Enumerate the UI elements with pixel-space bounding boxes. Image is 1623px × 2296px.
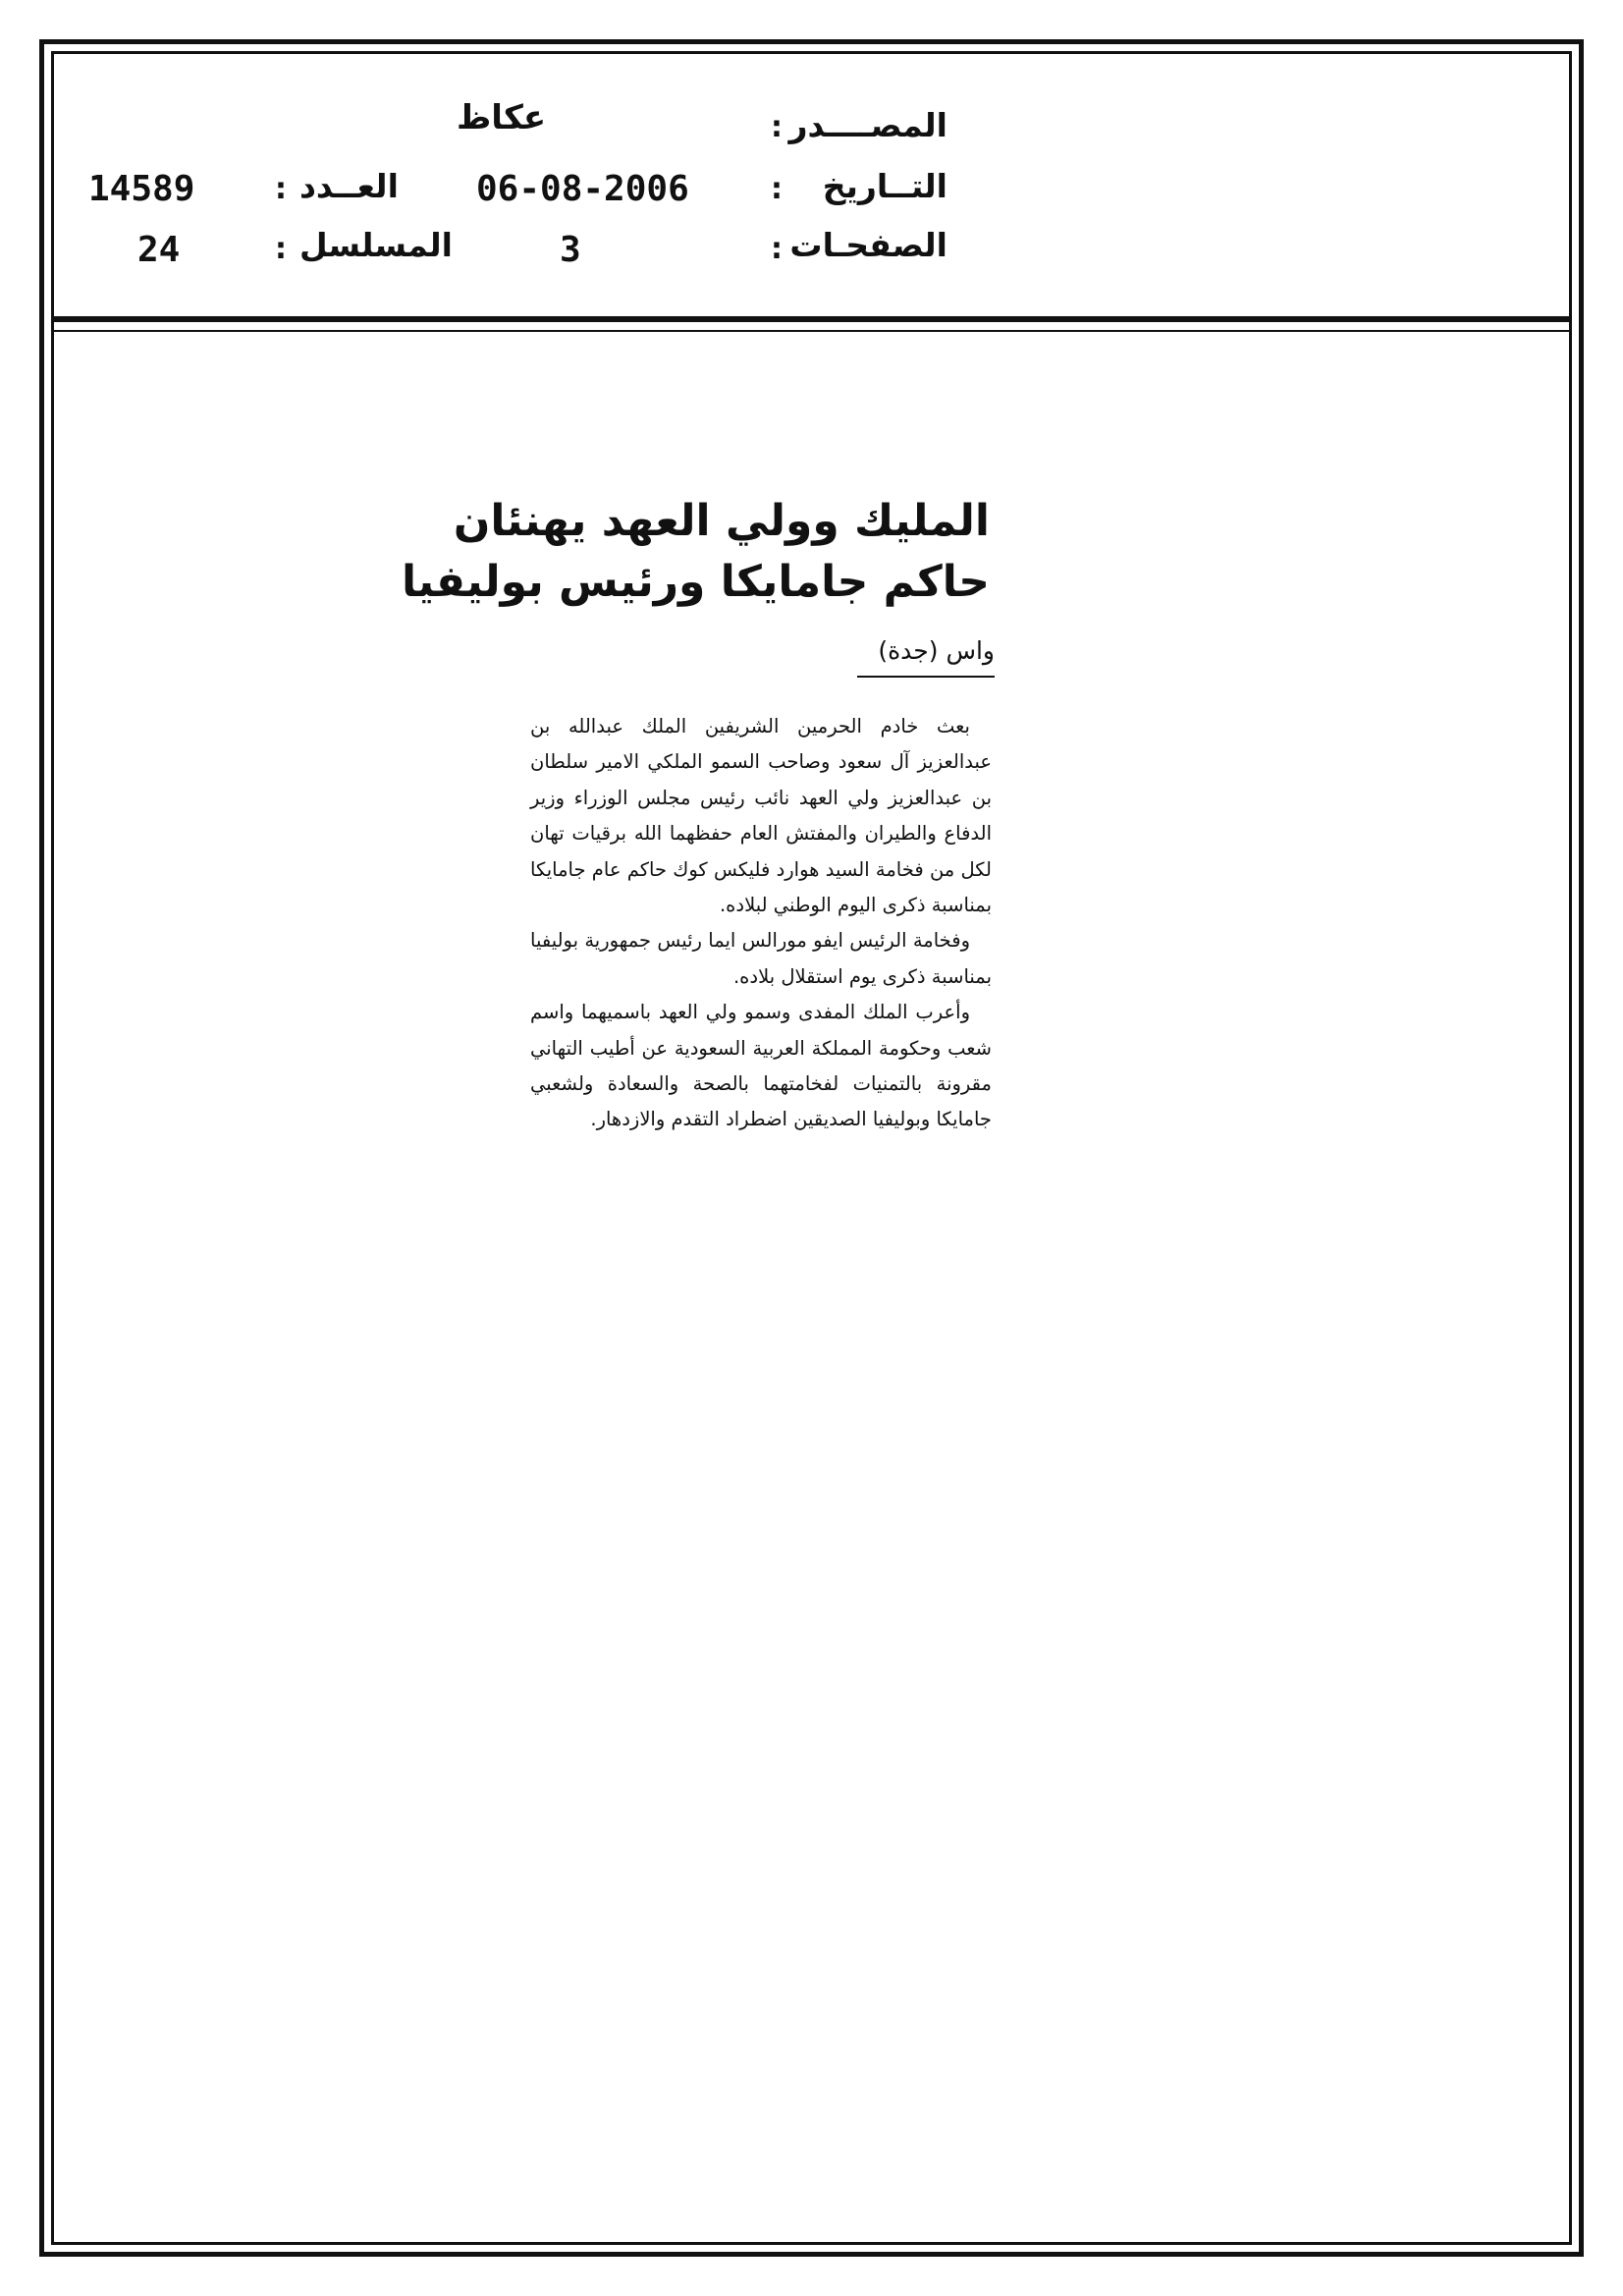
headline-line-1: المليك وولي العهد يهنئان [453, 496, 990, 546]
source-value: عكاظ [457, 98, 547, 137]
header-divider-thin [51, 330, 1572, 332]
issue-colon: : [275, 172, 287, 206]
serial-label: المسلسل [299, 226, 453, 264]
page-border-inner [51, 51, 1572, 2245]
pages-label: الصفحـات [789, 226, 947, 264]
issue-label: العــدد [299, 167, 399, 205]
pages-colon: : [771, 232, 783, 266]
source-label: المصــــدر [788, 106, 947, 144]
header-divider-thick [51, 316, 1572, 322]
article-paragraph-3: وأعرب الملك المفدى وسمو ولي العهد باسميهما واسم شعب وحكومة المملكة العربية السعودية عن أطيب التهاني مقرونة بالتمنيات لفخامتهما بالصحة والسعادة ولشعبي جامايكا وبوليفيا الصديقين اضطراد التقدم والازدهار. [530, 1001, 992, 1131]
byline-underline [857, 676, 995, 678]
pages-value: 3 [560, 230, 581, 270]
source-colon: : [771, 110, 783, 144]
headline-line-2: حاكم جامايكا ورئيس بوليفيا [401, 557, 990, 607]
article-body [530, 709, 992, 1138]
serial-value: 24 [137, 230, 181, 270]
serial-colon: : [275, 232, 287, 266]
date-value: 06-08-2006 [476, 169, 689, 209]
date-colon: : [771, 172, 783, 206]
article-paragraph-2: وفخامة الرئيس ايفو مورالس ايما رئيس جمهورية بوليفيا بمناسبة ذكرى يوم استقلال بلاده. [530, 929, 992, 988]
article-paragraph-1: بعث خادم الحرمين الشريفين الملك عبدالله بن عبدالعزيز آل سعود وصاحب السمو الملكي الامير سلطان بن عبدالعزيز ولي العهد نائب رئيس مجلس الوزراء وزير الدفاع والطيران والمفتش العام حفظهما الله برقيات تهان لكل من فخامة السيد هوارد فليكس كوك حاكم عام جامايكا بمناسبة ذكرى اليوم الوطني لبلاده. [530, 715, 992, 917]
byline: واس (جدة) [878, 636, 995, 665]
issue-value: 14589 [88, 169, 195, 209]
date-label: التــاريخ [822, 167, 947, 205]
